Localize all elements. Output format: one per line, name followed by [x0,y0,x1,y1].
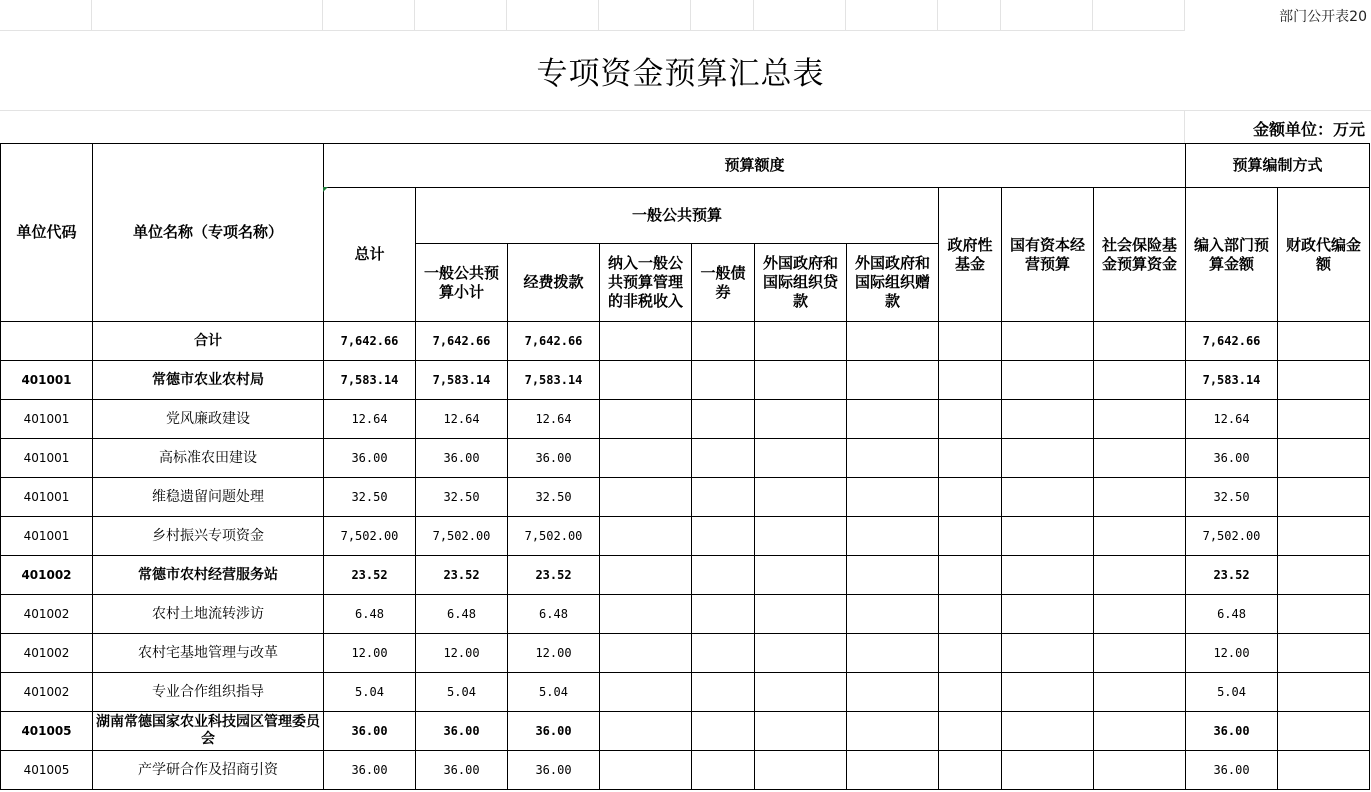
cell-general-subtotal[interactable]: 6.48 [416,595,508,634]
sheet-cell[interactable] [691,0,754,31]
cell-dept-budget-amount[interactable]: 6.48 [1186,595,1278,634]
cell-foreign-loans[interactable] [755,556,847,595]
cell-general-bonds[interactable] [692,517,755,556]
header-dept-budget-amount[interactable]: 编入部门预算金额 [1186,188,1278,322]
cell-funding-appropriation[interactable]: 12.64 [508,400,600,439]
cell-social-insurance[interactable] [1094,322,1186,361]
cell-unit-code[interactable]: 401001 [1,361,93,400]
header-general-bonds[interactable]: 一般债券 [692,244,755,322]
cell-state-capital[interactable] [1002,751,1094,790]
cell-state-capital[interactable] [1002,361,1094,400]
cell-total[interactable]: 32.50 [324,478,416,517]
cell-dept-budget-amount[interactable]: 32.50 [1186,478,1278,517]
cell-government-fund[interactable] [939,751,1002,790]
cell-non-tax-income[interactable] [600,634,692,673]
cell-foreign-grants[interactable] [847,322,939,361]
cell-comment-marker [323,187,328,192]
cell-dept-budget-amount[interactable]: 12.64 [1186,400,1278,439]
cell-total[interactable]: 36.00 [324,439,416,478]
cell-dept-budget-amount[interactable]: 7,642.66 [1186,322,1278,361]
cell-state-capital[interactable] [1002,595,1094,634]
cell-general-bonds[interactable] [692,556,755,595]
cell-social-insurance[interactable] [1094,400,1186,439]
cell-funding-appropriation[interactable]: 6.48 [508,595,600,634]
cell-unit-code[interactable]: 401001 [1,439,93,478]
cell-dept-budget-amount[interactable]: 7,583.14 [1186,361,1278,400]
header-unit-name[interactable]: 单位名称（专项名称） [93,144,324,322]
cell-unit-name[interactable]: 乡村振兴专项资金 [93,517,324,556]
cell-dept-budget-amount[interactable]: 7,502.00 [1186,517,1278,556]
header-general-public-budget[interactable]: 一般公共预算 [416,188,939,244]
cell-foreign-loans[interactable] [755,439,847,478]
cell-unit-code[interactable]: 401005 [1,751,93,790]
cell-general-bonds[interactable] [692,595,755,634]
cell-foreign-loans[interactable] [755,673,847,712]
sheet-cell[interactable] [0,0,92,31]
cell-government-fund[interactable] [939,478,1002,517]
cell-total[interactable]: 7,642.66 [324,322,416,361]
cell-unit-code[interactable]: 401002 [1,556,93,595]
header-foreign-grants[interactable]: 外国政府和国际组织赠款 [847,244,939,322]
cell-fiscal-agency-amount[interactable] [1278,751,1370,790]
cell-social-insurance[interactable] [1094,478,1186,517]
cell-government-fund[interactable] [939,361,1002,400]
table-row [1,673,1370,712]
cell-unit-name[interactable]: 常德市农村经营服务站 [93,556,324,595]
cell-foreign-grants[interactable] [847,634,939,673]
cell-foreign-grants[interactable] [847,595,939,634]
cell-social-insurance[interactable] [1094,712,1186,751]
cell-foreign-grants[interactable] [847,439,939,478]
page-title: 专项资金预算汇总表 [536,56,825,92]
cell-unit-name[interactable]: 湖南常德国家农业科技园区管理委员会 [93,712,324,751]
cell-social-insurance[interactable] [1094,634,1186,673]
cell-foreign-grants[interactable] [847,712,939,751]
cell-funding-appropriation[interactable]: 7,642.66 [508,322,600,361]
cell-foreign-grants[interactable] [847,400,939,439]
cell-foreign-loans[interactable] [755,478,847,517]
sheet-cell[interactable] [1001,0,1093,31]
cell-total[interactable]: 7,502.00 [324,517,416,556]
table-row [1,595,1370,634]
cell-total[interactable]: 12.00 [324,634,416,673]
unit-row[interactable] [0,111,1371,143]
cell-unit-name[interactable]: 合计 [93,322,324,361]
cell-foreign-grants[interactable] [847,751,939,790]
cell-fiscal-agency-amount[interactable] [1278,517,1370,556]
cell-total[interactable]: 36.00 [324,751,416,790]
cell-social-insurance[interactable] [1094,439,1186,478]
cell-funding-appropriation[interactable]: 36.00 [508,712,600,751]
cell-fiscal-agency-amount[interactable] [1278,439,1370,478]
cell-non-tax-income[interactable] [600,595,692,634]
cell-unit-code[interactable]: 401002 [1,595,93,634]
cell-unit-name[interactable]: 常德市农业农村局 [93,361,324,400]
cell-foreign-loans[interactable] [755,634,847,673]
cell-general-bonds[interactable] [692,673,755,712]
cell-government-fund[interactable] [939,556,1002,595]
cell-general-subtotal[interactable]: 7,502.00 [416,517,508,556]
cell-fiscal-agency-amount[interactable] [1278,478,1370,517]
header-government-fund[interactable]: 政府性基金 [939,188,1002,322]
table-row [1,478,1370,517]
cell-foreign-loans[interactable] [755,400,847,439]
cell-non-tax-income[interactable] [600,673,692,712]
cell-total[interactable]: 6.48 [324,595,416,634]
cell-dept-budget-amount[interactable]: 23.52 [1186,556,1278,595]
cell-general-subtotal[interactable]: 7,583.14 [416,361,508,400]
cell-unit-code[interactable]: 401005 [1,712,93,751]
cell-general-bonds[interactable] [692,439,755,478]
cell-fiscal-agency-amount[interactable] [1278,595,1370,634]
cell-social-insurance[interactable] [1094,595,1186,634]
cell-fiscal-agency-amount[interactable] [1278,361,1370,400]
cell-non-tax-income[interactable] [600,361,692,400]
cell-total[interactable]: 23.52 [324,556,416,595]
cell-general-bonds[interactable] [692,400,755,439]
cell-state-capital[interactable] [1002,322,1094,361]
cell-general-bonds[interactable] [692,634,755,673]
header-funding-appropriation[interactable]: 经费拨款 [508,244,600,322]
table-body [1,322,1370,790]
cell-social-insurance[interactable] [1094,361,1186,400]
cell-unit-name[interactable]: 农村土地流转涉访 [93,595,324,634]
sheet-cell[interactable] [323,0,415,31]
cell-funding-appropriation[interactable]: 12.00 [508,634,600,673]
cell-general-bonds[interactable] [692,712,755,751]
title-row[interactable] [0,31,1371,111]
cell-general-bonds[interactable] [692,322,755,361]
cell-unit-name[interactable]: 维稳遗留问题处理 [93,478,324,517]
cell-dept-budget-amount[interactable]: 5.04 [1186,673,1278,712]
sheet-cell[interactable] [938,0,1001,31]
cell-state-capital[interactable] [1002,634,1094,673]
cell-state-capital[interactable] [1002,556,1094,595]
table-row [1,751,1370,790]
budget-table [0,143,1370,790]
table-row [1,361,1370,400]
cell-general-subtotal[interactable]: 5.04 [416,673,508,712]
cell-divider [1184,111,1185,143]
header-social-insurance[interactable]: 社会保险基金预算资金 [1094,188,1186,322]
cell-general-subtotal[interactable]: 23.52 [416,556,508,595]
sheet-cell[interactable] [754,0,846,31]
header-state-capital[interactable]: 国有资本经营预算 [1002,188,1094,322]
cell-foreign-loans[interactable] [755,361,847,400]
cell-fiscal-agency-amount[interactable] [1278,322,1370,361]
cell-government-fund[interactable] [939,517,1002,556]
sheet-cell[interactable] [846,0,938,31]
document-number: 部门公开表20 [1279,9,1367,25]
cell-foreign-loans[interactable] [755,322,847,361]
cell-general-subtotal[interactable]: 36.00 [416,439,508,478]
cell-general-subtotal[interactable]: 12.00 [416,634,508,673]
cell-fiscal-agency-amount[interactable] [1278,712,1370,751]
cell-unit-code[interactable]: 401001 [1,400,93,439]
cell-general-subtotal[interactable]: 36.00 [416,751,508,790]
header-fiscal-agency-amount[interactable]: 财政代编金额 [1278,188,1370,322]
cell-non-tax-income[interactable] [600,478,692,517]
cell-government-fund[interactable] [939,439,1002,478]
cell-non-tax-income[interactable] [600,400,692,439]
cell-funding-appropriation[interactable]: 36.00 [508,751,600,790]
table-row [1,634,1370,673]
header-budget-method[interactable]: 预算编制方式 [1186,144,1370,188]
cell-total[interactable]: 12.64 [324,400,416,439]
cell-dept-budget-amount[interactable]: 12.00 [1186,634,1278,673]
cell-unit-code[interactable]: 401001 [1,517,93,556]
cell-funding-appropriation[interactable]: 36.00 [508,439,600,478]
table-row [1,712,1370,751]
cell-foreign-loans[interactable] [755,517,847,556]
cell-state-capital[interactable] [1002,712,1094,751]
cell-non-tax-income[interactable] [600,751,692,790]
cell-government-fund[interactable] [939,712,1002,751]
table-row [1,322,1370,361]
cell-funding-appropriation[interactable]: 7,502.00 [508,517,600,556]
cell-foreign-grants[interactable] [847,556,939,595]
cell-foreign-loans[interactable] [755,595,847,634]
cell-dept-budget-amount[interactable]: 36.00 [1186,751,1278,790]
cell-foreign-grants[interactable] [847,517,939,556]
cell-government-fund[interactable] [939,322,1002,361]
cell-unit-name[interactable]: 农村宅基地管理与改革 [93,634,324,673]
cell-foreign-grants[interactable] [847,478,939,517]
sheet-header-row [0,0,1371,31]
cell-fiscal-agency-amount[interactable] [1278,556,1370,595]
cell-unit-code[interactable]: 401002 [1,634,93,673]
cell-government-fund[interactable] [939,595,1002,634]
cell-state-capital[interactable] [1002,478,1094,517]
cell-government-fund[interactable] [939,673,1002,712]
cell-fiscal-agency-amount[interactable] [1278,634,1370,673]
cell-non-tax-income[interactable] [600,556,692,595]
cell-social-insurance[interactable] [1094,517,1186,556]
cell-foreign-grants[interactable] [847,361,939,400]
cell-non-tax-income[interactable] [600,712,692,751]
header-non-tax-income[interactable]: 纳入一般公共预算管理的非税收入 [600,244,692,322]
cell-fiscal-agency-amount[interactable] [1278,400,1370,439]
cell-funding-appropriation[interactable]: 32.50 [508,478,600,517]
cell-state-capital[interactable] [1002,439,1094,478]
sheet-cell[interactable] [92,0,323,31]
cell-unit-name[interactable]: 党风廉政建设 [93,400,324,439]
cell-general-subtotal[interactable]: 32.50 [416,478,508,517]
table-row [1,400,1370,439]
header-budget-quota[interactable]: 预算额度 [324,144,1186,188]
cell-general-bonds[interactable] [692,478,755,517]
cell-fiscal-agency-amount[interactable] [1278,673,1370,712]
cell-non-tax-income[interactable] [600,322,692,361]
sheet-cell[interactable] [415,0,507,31]
cell-social-insurance[interactable] [1094,556,1186,595]
cell-non-tax-income[interactable] [600,439,692,478]
table-row [1,517,1370,556]
cell-unit-name[interactable]: 产学研合作及招商引资 [93,751,324,790]
cell-unit-name[interactable]: 高标准农田建设 [93,439,324,478]
cell-unit-code[interactable]: 401001 [1,478,93,517]
cell-state-capital[interactable] [1002,517,1094,556]
cell-state-capital[interactable] [1002,400,1094,439]
cell-total[interactable]: 7,583.14 [324,361,416,400]
table-row [1,439,1370,478]
cell-non-tax-income[interactable] [600,517,692,556]
cell-funding-appropriation[interactable]: 23.52 [508,556,600,595]
sheet-cell[interactable] [507,0,599,31]
sheet-cell[interactable] [1093,0,1185,31]
cell-unit-code[interactable]: 401002 [1,673,93,712]
cell-unit-name[interactable]: 专业合作组织指导 [93,673,324,712]
cell-foreign-loans[interactable] [755,712,847,751]
cell-unit-code[interactable] [1,322,93,361]
cell-general-subtotal[interactable]: 36.00 [416,712,508,751]
cell-foreign-grants[interactable] [847,673,939,712]
cell-government-fund[interactable] [939,634,1002,673]
cell-general-subtotal[interactable]: 12.64 [416,400,508,439]
header-unit-code[interactable]: 单位代码 [1,144,93,322]
cell-general-subtotal[interactable]: 7,642.66 [416,322,508,361]
header-foreign-loans[interactable]: 外国政府和国际组织贷款 [755,244,847,322]
cell-state-capital[interactable] [1002,673,1094,712]
cell-dept-budget-amount[interactable]: 36.00 [1186,439,1278,478]
header-general-subtotal[interactable]: 一般公共预算小计 [416,244,508,322]
cell-government-fund[interactable] [939,400,1002,439]
cell-funding-appropriation[interactable]: 5.04 [508,673,600,712]
cell-total[interactable]: 5.04 [324,673,416,712]
cell-social-insurance[interactable] [1094,751,1186,790]
sheet-cell[interactable] [599,0,691,31]
cell-general-bonds[interactable] [692,751,755,790]
cell-total[interactable]: 36.00 [324,712,416,751]
cell-social-insurance[interactable] [1094,673,1186,712]
amount-unit-label: 金额单位：万元 [1252,120,1365,139]
table-row [1,556,1370,595]
cell-dept-budget-amount[interactable]: 36.00 [1186,712,1278,751]
cell-funding-appropriation[interactable]: 7,583.14 [508,361,600,400]
cell-general-bonds[interactable] [692,361,755,400]
header-total[interactable]: 总计 [324,188,416,322]
cell-foreign-loans[interactable] [755,751,847,790]
